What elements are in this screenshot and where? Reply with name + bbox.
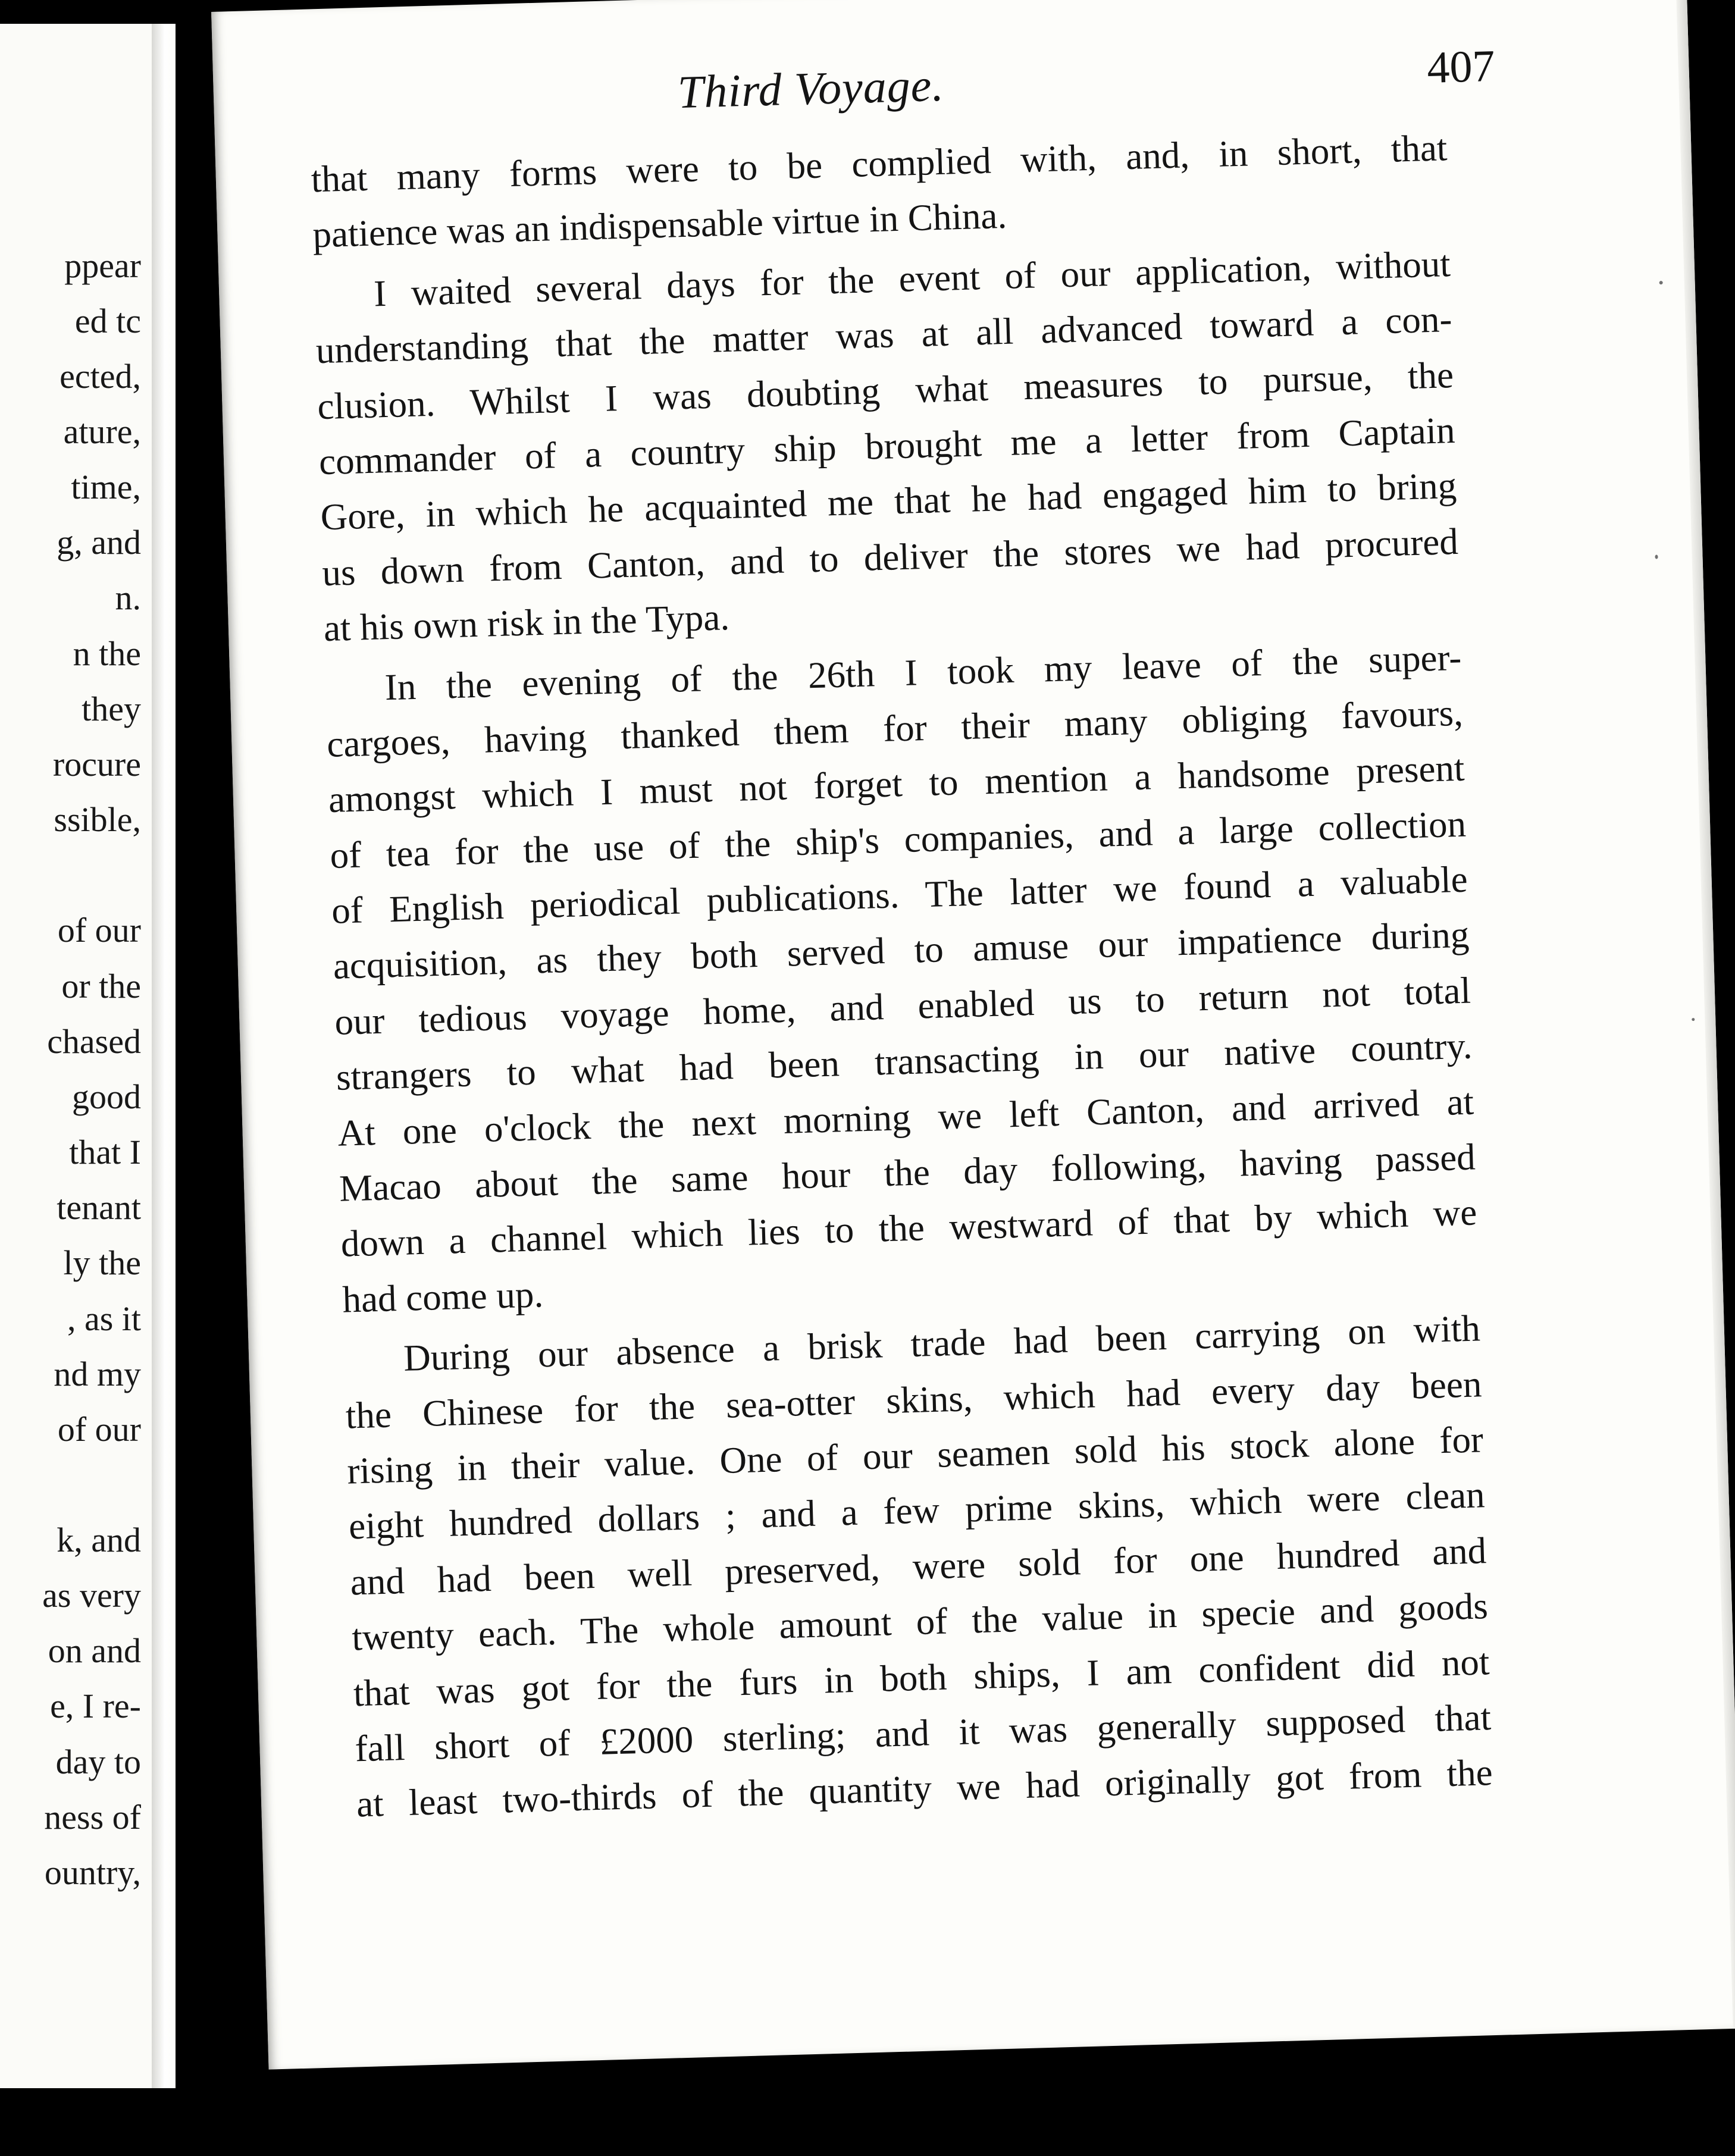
text-line: Gore, in which he acquainted me that he had engaged him to bring <box>320 465 1458 538</box>
left-page-line: chased <box>47 1022 141 1061</box>
left-page-line: tenant <box>57 1188 141 1227</box>
left-page-line: ness of <box>44 1798 141 1837</box>
left-page-line: of our <box>57 911 141 949</box>
left-page-line: rocure <box>52 745 141 784</box>
text-line: us down from Canton, and to deliver the stores we had procured <box>321 520 1459 594</box>
text-line: understanding that the matter was at all advanced toward a con- <box>315 298 1453 372</box>
scan-speck <box>1655 554 1658 559</box>
running-head <box>213 37 1690 138</box>
left-page-line: ature, <box>63 412 141 451</box>
text-line: twenty each. The whole amount of the value in specie and goods <box>351 1585 1489 1659</box>
left-page-line: g, and <box>57 523 141 562</box>
left-page-line: ly the <box>63 1243 141 1282</box>
left-page-line: nd my <box>54 1355 141 1393</box>
left-page-line: , as it <box>67 1299 141 1338</box>
body-text <box>311 120 1493 1832</box>
text-line: of tea for the use of the ship's companies, and a large collection <box>329 803 1467 876</box>
left-page-line: e, I re- <box>50 1687 141 1725</box>
text-line: At one o'clock the next morning we left Canton, and arrived at <box>337 1080 1474 1154</box>
running-title: Third Voyage. <box>677 58 945 118</box>
text-line: that many forms were to be complied with, and, in short, that <box>310 127 1448 200</box>
left-page-line: as very <box>42 1576 141 1615</box>
left-page-gutter <box>152 24 176 2088</box>
text-line: acquisition, as they both served to amuse our impatience during <box>332 914 1470 988</box>
left-page-line: day to <box>55 1743 141 1781</box>
scan-speck <box>1692 1018 1695 1021</box>
text-line: of English periodical publications. The latter we found a valuable <box>331 858 1468 932</box>
left-page-line: ountry, <box>44 1853 141 1892</box>
text-line: at his own risk in the Typa. <box>323 596 730 650</box>
left-page-line: that I <box>69 1133 141 1171</box>
text-line: amongst which I must not forget to mention a handsome present <box>328 747 1465 821</box>
text-line: at least two-thirds of the quantity we had originally got from the <box>356 1751 1493 1825</box>
text-line: that was got for the furs in both ships, I am confident did not <box>353 1640 1490 1714</box>
text-line: During our absence a brisk trade had been carrying on with <box>403 1307 1481 1380</box>
left-page-line: time, <box>71 468 141 506</box>
text-line: cargoes, having thanked them for their many obliging favours, <box>326 691 1464 765</box>
text-line: eight hundred dollars ; and a few prime skins, which were clean <box>348 1474 1486 1547</box>
right-page-area <box>199 0 1735 2156</box>
left-page-line: n the <box>73 634 141 673</box>
left-page-fragment <box>0 24 152 2088</box>
left-page-line: ssible, <box>54 800 141 839</box>
left-page-line: ppear <box>64 246 141 285</box>
text-line: In the evening of the 26th I took my leave of the super- <box>384 636 1462 708</box>
left-page-line: or the <box>61 967 141 1005</box>
left-page-line: good <box>72 1077 141 1116</box>
text-line: I waited several days for the event of our application, without <box>373 242 1451 315</box>
text-line: clusion. Whilst I was doubting what measures to pursue, the <box>317 353 1454 427</box>
text-line: fall short of £2000 sterling; and it was generally supposed that <box>354 1696 1492 1770</box>
text-line: down a channel which lies to the westward of that by which we <box>340 1191 1478 1265</box>
left-page-line: they <box>82 690 141 728</box>
left-page-line: k, and <box>57 1521 141 1559</box>
left-page-line: of our <box>57 1410 141 1449</box>
right-page <box>211 0 1735 2070</box>
scan-speck <box>1659 281 1663 284</box>
left-page-line: ed tc <box>74 302 141 340</box>
left-page-line: ected, <box>59 357 141 396</box>
page-number: 407 <box>1426 40 1496 93</box>
text-line: commander of a country ship brought me a letter from Captain <box>318 409 1456 483</box>
text-line: had come up. <box>342 1273 544 1321</box>
text-line: and had been well preserved, were sold for one hundred and <box>349 1529 1487 1603</box>
text-line: our tedious voyage home, and enabled us to return not total <box>334 969 1471 1043</box>
text-line: rising in their value. One of our seamen sold his stock alone for <box>346 1418 1484 1492</box>
left-page-line: on and <box>48 1631 141 1670</box>
text-line: Macao about the same hour the day following, having passed <box>339 1136 1476 1209</box>
left-page-line: n. <box>115 578 141 617</box>
text-line: patience was an indispensable virtue in China. <box>312 195 1007 256</box>
text-line: the Chinese for the sea-otter skins, which had every day been <box>345 1362 1483 1437</box>
text-line: strangers to what had been transacting in our native country. <box>336 1024 1473 1099</box>
book-spine-shadow <box>176 24 199 2106</box>
